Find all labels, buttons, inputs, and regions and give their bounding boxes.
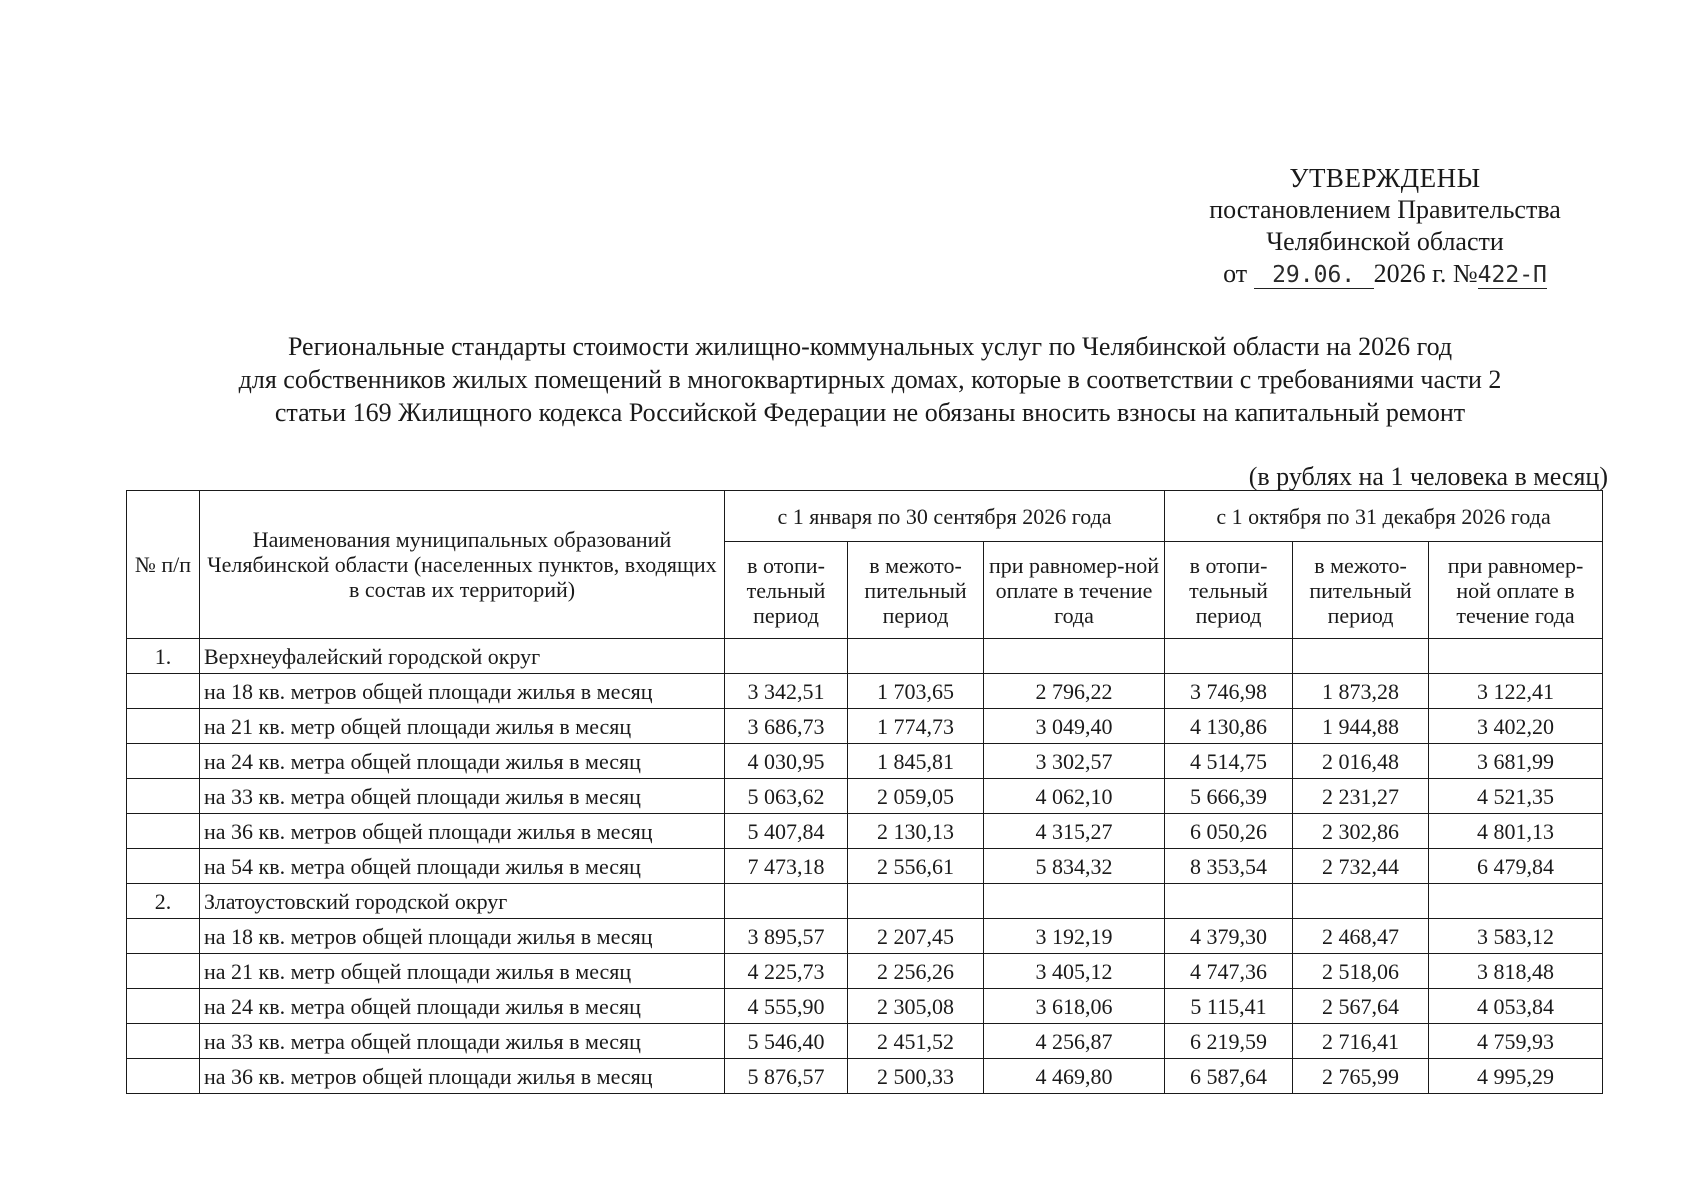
table-row [127,989,1603,1024]
value-heating-jan-sep: 4 225,73 [725,954,848,989]
value-heating-jan-sep: 7 473,18 [725,849,848,884]
value-heating-oct-dec: 4 747,36 [1165,954,1293,989]
value-uniform-oct-dec: 3 402,20 [1429,709,1603,744]
value-uniform-oct-dec: 6 479,84 [1429,849,1603,884]
value-uniform-oct-dec [1429,639,1603,674]
approval-year-text: 2026 г. № [1373,259,1478,288]
value-interheating-jan-sep: 2 556,61 [848,849,984,884]
value-interheating-jan-sep: 1 845,81 [848,744,984,779]
header-heating-1: в отопи-тельный период [725,542,848,639]
table-row [127,779,1603,814]
value-interheating-oct-dec: 2 302,86 [1293,814,1429,849]
value-interheating-jan-sep [848,884,984,919]
row-number [127,674,200,709]
value-interheating-oct-dec [1293,884,1429,919]
value-uniform-oct-dec: 4 801,13 [1429,814,1603,849]
row-number [127,954,200,989]
row-number [127,1024,200,1059]
approval-line-region: Челябинской области [1266,227,1504,256]
value-interheating-oct-dec: 1 944,88 [1293,709,1429,744]
heading-line-2: для собственников жилых помещений в многоквартирных домах, которые в соответствии с требованиями части 2 [238,365,1502,394]
row-number [127,989,200,1024]
row-number [127,709,200,744]
value-heating-oct-dec: 6 050,26 [1165,814,1293,849]
area-norm-label: на 33 кв. метра общей площади жилья в месяц [200,1024,725,1059]
table-row [127,1024,1603,1059]
table-body [127,639,1603,1094]
value-uniform-oct-dec [1429,884,1603,919]
table-row [127,709,1603,744]
value-heating-jan-sep: 3 686,73 [725,709,848,744]
header-uniform-1: при равномер-ной оплате в течение года [984,542,1165,639]
document-heading [120,330,1620,429]
header-name: Наименования муниципальных образований Челябинской области (населенных пунктов, входящих в состав их территорий) [200,491,725,639]
area-norm-label: на 21 кв. метр общей площади жилья в месяц [200,954,725,989]
value-interheating-jan-sep: 2 256,26 [848,954,984,989]
row-number [127,919,200,954]
value-interheating-oct-dec: 2 765,99 [1293,1059,1429,1094]
header-period-1: с 1 января по 30 сентября 2026 года [725,491,1165,542]
approval-date: 29.06. [1254,262,1374,289]
value-heating-jan-sep: 4 030,95 [725,744,848,779]
value-interheating-jan-sep: 2 130,13 [848,814,984,849]
table-row [127,814,1603,849]
value-interheating-oct-dec: 2 732,44 [1293,849,1429,884]
row-number [127,849,200,884]
header-num: № п/п [127,491,200,639]
units-note: (в рублях на 1 человека в месяц) [1248,462,1608,491]
value-uniform-oct-dec: 4 521,35 [1429,779,1603,814]
table-row [127,954,1603,989]
area-norm-label: на 24 кв. метра общей площади жилья в месяц [200,744,725,779]
table-row [127,919,1603,954]
row-number [127,814,200,849]
value-interheating-oct-dec [1293,639,1429,674]
value-interheating-oct-dec: 2 231,27 [1293,779,1429,814]
value-interheating-jan-sep: 2 305,08 [848,989,984,1024]
value-heating-oct-dec: 6 219,59 [1165,1024,1293,1059]
table-row [127,674,1603,709]
municipality-name: Верхнеуфалейский городской округ [200,639,725,674]
value-heating-jan-sep: 5 876,57 [725,1059,848,1094]
value-heating-oct-dec [1165,639,1293,674]
header-interheating-2: в межото-пительный период [1293,542,1429,639]
value-heating-jan-sep [725,639,848,674]
value-uniform-jan-sep: 3 618,06 [984,989,1165,1024]
value-uniform-jan-sep: 5 834,32 [984,849,1165,884]
value-heating-oct-dec: 3 746,98 [1165,674,1293,709]
value-interheating-oct-dec: 2 716,41 [1293,1024,1429,1059]
approval-block [1185,162,1585,290]
value-interheating-oct-dec: 2 567,64 [1293,989,1429,1024]
value-interheating-oct-dec: 2 518,06 [1293,954,1429,989]
value-interheating-oct-dec: 2 468,47 [1293,919,1429,954]
value-uniform-oct-dec: 4 759,93 [1429,1024,1603,1059]
header-interheating-1: в межото-пительный период [848,542,984,639]
standards-table [126,490,1603,1094]
value-interheating-jan-sep: 2 059,05 [848,779,984,814]
value-heating-jan-sep: 5 546,40 [725,1024,848,1059]
approval-title: УТВЕРЖДЕНЫ [1289,163,1481,193]
municipality-name: Златоустовский городской округ [200,884,725,919]
value-heating-oct-dec: 4 130,86 [1165,709,1293,744]
area-norm-label: на 54 кв. метра общей площади жилья в месяц [200,849,725,884]
value-uniform-jan-sep: 4 062,10 [984,779,1165,814]
value-interheating-oct-dec: 2 016,48 [1293,744,1429,779]
approval-line-resolution: постановлением Правительства [1209,195,1561,224]
value-uniform-oct-dec: 3 122,41 [1429,674,1603,709]
value-uniform-oct-dec: 3 583,12 [1429,919,1603,954]
value-heating-oct-dec [1165,884,1293,919]
value-uniform-jan-sep: 3 049,40 [984,709,1165,744]
value-heating-jan-sep [725,884,848,919]
table-row [127,849,1603,884]
value-uniform-jan-sep [984,639,1165,674]
value-heating-jan-sep: 5 063,62 [725,779,848,814]
value-uniform-jan-sep [984,884,1165,919]
area-norm-label: на 18 кв. метров общей площади жилья в месяц [200,674,725,709]
area-norm-label: на 18 кв. метров общей площади жилья в месяц [200,919,725,954]
table-row [127,744,1603,779]
value-heating-oct-dec: 4 379,30 [1165,919,1293,954]
value-interheating-oct-dec: 1 873,28 [1293,674,1429,709]
value-uniform-jan-sep: 3 302,57 [984,744,1165,779]
value-uniform-jan-sep: 4 469,80 [984,1059,1165,1094]
value-heating-jan-sep: 3 342,51 [725,674,848,709]
value-uniform-jan-sep: 4 256,87 [984,1024,1165,1059]
value-uniform-oct-dec: 3 818,48 [1429,954,1603,989]
header-uniform-2: при равномер-ной оплате в течение года [1429,542,1603,639]
header-period-2: с 1 октября по 31 декабря 2026 года [1165,491,1603,542]
table-group-row [127,884,1603,919]
table-group-row [127,639,1603,674]
area-norm-label: на 24 кв. метра общей площади жилья в месяц [200,989,725,1024]
value-heating-jan-sep: 4 555,90 [725,989,848,1024]
value-heating-oct-dec: 8 353,54 [1165,849,1293,884]
area-norm-label: на 21 кв. метр общей площади жилья в месяц [200,709,725,744]
value-interheating-jan-sep [848,639,984,674]
area-norm-label: на 36 кв. метров общей площади жилья в месяц [200,1059,725,1094]
value-interheating-jan-sep: 2 451,52 [848,1024,984,1059]
value-interheating-jan-sep: 1 774,73 [848,709,984,744]
row-number [127,744,200,779]
table-row [127,1059,1603,1094]
approval-number: 422-П [1477,262,1547,288]
value-interheating-jan-sep: 2 500,33 [848,1059,984,1094]
row-number: 1. [127,639,200,674]
value-uniform-oct-dec: 4 995,29 [1429,1059,1603,1094]
value-uniform-jan-sep: 2 796,22 [984,674,1165,709]
value-interheating-jan-sep: 2 207,45 [848,919,984,954]
value-uniform-jan-sep: 4 315,27 [984,814,1165,849]
value-heating-oct-dec: 4 514,75 [1165,744,1293,779]
row-number [127,1059,200,1094]
value-heating-jan-sep: 3 895,57 [725,919,848,954]
approval-date-prefix: от [1223,259,1248,288]
value-uniform-oct-dec: 4 053,84 [1429,989,1603,1024]
row-number: 2. [127,884,200,919]
approval-date-line [1185,258,1585,290]
value-heating-oct-dec: 6 587,64 [1165,1059,1293,1094]
value-uniform-jan-sep: 3 405,12 [984,954,1165,989]
heading-line-1: Региональные стандарты стоимости жилищно-коммунальных услуг по Челябинской области на 2026 год [287,332,1453,361]
value-heating-jan-sep: 5 407,84 [725,814,848,849]
row-number [127,779,200,814]
area-norm-label: на 36 кв. метров общей площади жилья в месяц [200,814,725,849]
value-heating-oct-dec: 5 115,41 [1165,989,1293,1024]
heading-line-3: статьи 169 Жилищного кодекса Российской Федерации не обязаны вносить взносы на капитальный ремонт [274,398,1466,427]
value-heating-oct-dec: 5 666,39 [1165,779,1293,814]
header-heating-2: в отопи-тельный период [1165,542,1293,639]
value-interheating-jan-sep: 1 703,65 [848,674,984,709]
area-norm-label: на 33 кв. метра общей площади жилья в месяц [200,779,725,814]
value-uniform-oct-dec: 3 681,99 [1429,744,1603,779]
value-uniform-jan-sep: 3 192,19 [984,919,1165,954]
